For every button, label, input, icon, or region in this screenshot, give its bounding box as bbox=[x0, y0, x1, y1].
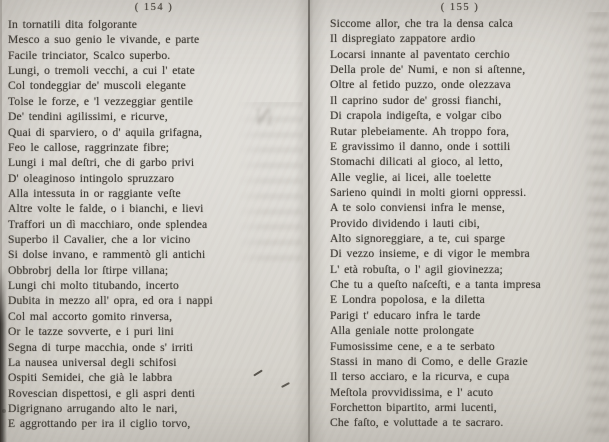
poem-line: Il caprino sudor de' grossi fianchi, bbox=[330, 93, 502, 107]
poem-text-left bbox=[8, 17, 213, 432]
poem-line: Facile trinciator, Scalco superbo. bbox=[8, 48, 171, 62]
poem-line: Quai di sparviero, o d' aquila grifagna, bbox=[8, 125, 203, 139]
poem-line: Col tondeggiar de' muscoli elegante bbox=[8, 79, 186, 93]
poem-line: La nausea universal degli schifosi bbox=[8, 355, 177, 369]
poem-line: Rovescian dispettosi, e gli aspri denti bbox=[8, 386, 196, 400]
poem-line: Lungi, o tremoli vecchi, a cui l' etate bbox=[8, 64, 195, 78]
poem-line: Tolse le forze, e 'l vezzeggiar gentile bbox=[8, 94, 194, 108]
poem-line: Che faſto, e voluttade a te sacraro. bbox=[330, 416, 504, 430]
poem-line: Si dolse invano, e rammentò gli antichi bbox=[8, 248, 206, 262]
page-number-right: ( 155 ) bbox=[440, 2, 480, 13]
poem-line: E aggrottando per ira il ciglio torvo, bbox=[8, 417, 191, 431]
poem-line: In tornatili dita folgorante bbox=[8, 18, 138, 31]
poem-line: Fumosissime cene, e a te serbato bbox=[330, 339, 495, 353]
poem-line: Alla intessuta in or raggiante veſte bbox=[8, 186, 181, 200]
poem-line: Segna di turpe macchia, onde s' irriti bbox=[8, 340, 194, 354]
poem-line: Digrignano arrugando alto le nari, bbox=[8, 401, 178, 415]
poem-line: Della prole de' Numi, e non si aſtenne, bbox=[330, 63, 526, 77]
poem-line: Or le tazze sovverte, e i puri lini bbox=[8, 325, 174, 339]
poem-line: D' oleaginoso intingolo spruzzaro bbox=[8, 171, 175, 185]
poem-line: Alto signoreggiare, a te, cui sparge bbox=[330, 232, 506, 246]
poem-line: Ospiti Semidei, che già le labbra bbox=[8, 371, 173, 385]
poem-line: E Londra popolosa, e la diletta bbox=[330, 293, 485, 307]
poem-line: Col mal accorto gomito rinversa, bbox=[8, 309, 173, 323]
poem-line: Dubita in mezzo all' opra, ed ora i nappi bbox=[8, 294, 213, 308]
poem-line: Il terso acciaro, e la ricurva, e cupa bbox=[330, 370, 510, 384]
poem-line: Feo le callose, raggrinzate fibre; bbox=[8, 140, 170, 154]
poem-line: De' tendini agilissimi, e ricurve, bbox=[8, 110, 168, 124]
poem-line: Lungi chi molto titubando, incerto bbox=[8, 279, 179, 293]
poem-line: Traffori un dì macchiaro, onde splendea bbox=[8, 217, 208, 231]
page-right bbox=[311, 0, 609, 442]
poem-line: Di crapola indigeſta, e volgar cibo bbox=[330, 109, 502, 123]
poem-line: Meſtola provvidissima, e l' acuto bbox=[330, 385, 494, 399]
poem-line: Alla geniale notte prolongate bbox=[330, 324, 475, 338]
poem-line: Stomachi dilicati al gioco, al letto, bbox=[330, 155, 503, 169]
poem-line: Forchetton bipartito, armi lucenti, bbox=[330, 400, 497, 414]
poem-line: Il dispregiato zappatore ardio bbox=[330, 32, 476, 46]
poem-line: Altre volte le falde, o i bianchi, e lievi bbox=[8, 202, 204, 216]
poem-line: Oltre al fetido puzzo, onde olezzava bbox=[330, 78, 511, 92]
page-gutter bbox=[308, 0, 310, 442]
poem-line: L' età robuſta, o l' agil giovinezza; bbox=[330, 262, 503, 276]
poem-line: Mesco a suo genio le vivande, e parte bbox=[8, 33, 200, 47]
poem-line: Locarsi innante al paventato cerchio bbox=[330, 47, 510, 61]
poem-line: Di vezzo insieme, e di vigor le membra bbox=[330, 247, 530, 261]
poem-line: A te solo conviensi infra le mense, bbox=[330, 201, 505, 215]
poem-line: Alle veglie, ai licei, alle toelette bbox=[330, 170, 492, 184]
poem-line: Provido dividendo i lauti cibi, bbox=[330, 216, 480, 230]
poem-line: Obbrobrj della lor ſtirpe villana; bbox=[8, 263, 169, 277]
poem-line: Che tu a queſto naſceſti, e a tanta impresa bbox=[330, 278, 541, 292]
poem-line: Superbo il Cavalier, che a lor vicino bbox=[8, 233, 191, 247]
bleedthrough-letter: N bbox=[254, 104, 273, 131]
poem-line: Sarieno quindi in molti giorni oppressi. bbox=[330, 185, 527, 199]
poem-text-right bbox=[330, 16, 541, 431]
poem-line: Parigi t' educaro infra le tarde bbox=[330, 308, 481, 322]
poem-line: Lungi i mal deſtri, che di garbo privi bbox=[8, 156, 195, 170]
poem-line: Siccome allor, che tra la densa calca bbox=[330, 17, 514, 30]
page-number-left: ( 154 ) bbox=[134, 2, 174, 13]
poem-line: E gravissimo il danno, onde i sottili bbox=[330, 139, 511, 153]
poem-line: Rutar plebeiamente. Ah troppo fora, bbox=[330, 124, 510, 138]
scan-edge-line bbox=[0, 0, 2, 442]
poem-line: Stassi in mano di Como, e delle Grazie bbox=[330, 354, 528, 368]
